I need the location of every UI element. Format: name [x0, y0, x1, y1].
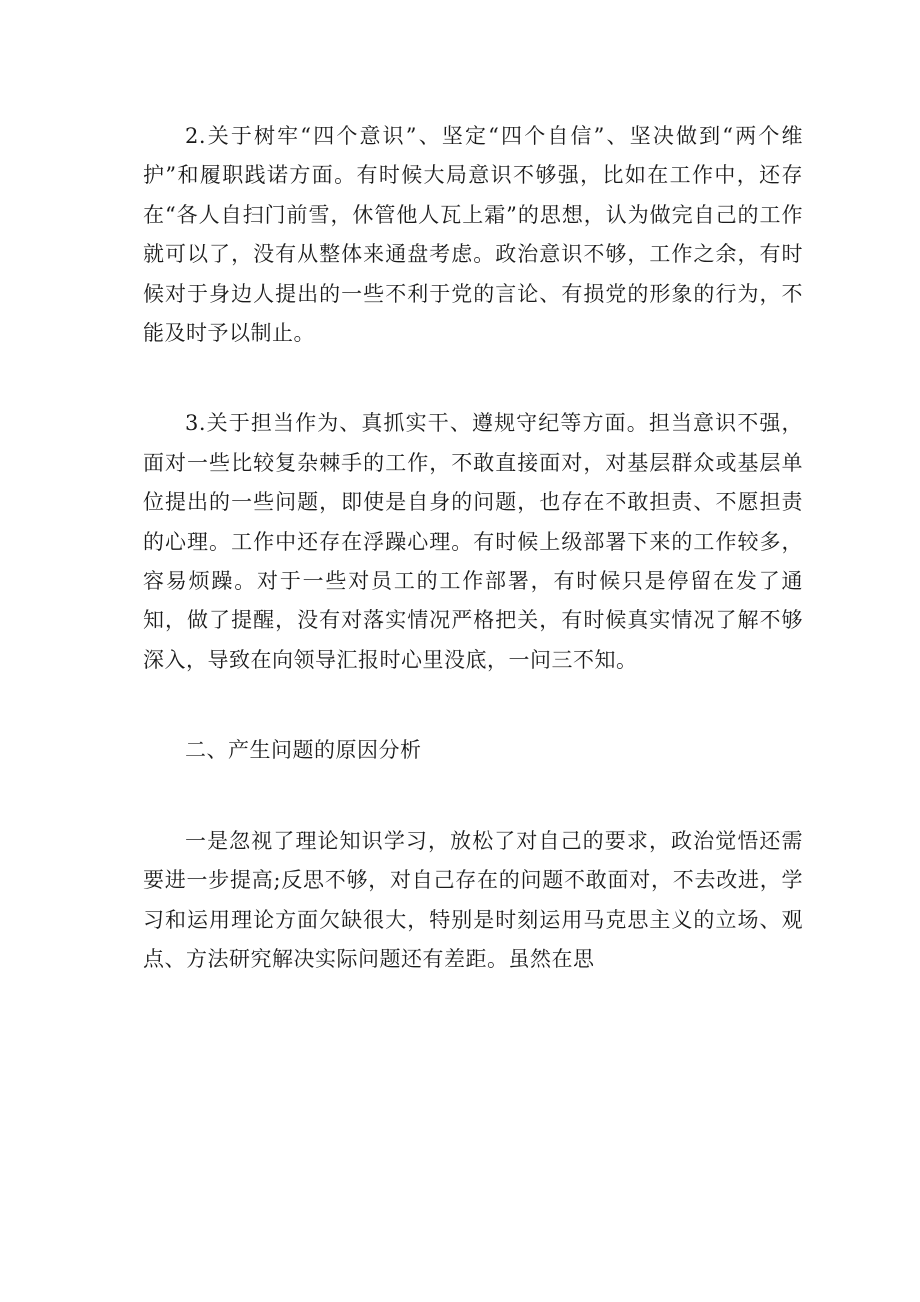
- section-heading: 二、产生问题的原因分析: [185, 738, 422, 763]
- paragraph-item-3: 3.关于担当作为、真抓实干、遵规守纪等方面。担当意识不强，面对一些比较复杂棘手的工作，不敢直接面对，对基层群众或基层单位提出的一些问题，即使是自身的问题，也存在不敢担责、不愿担责的心理。工作中还存在浮躁心理。有时候上级部署下来的工作较多，容易烦躁。对于一些对员工的工作部署，有时候只是停留在发了通知，做了提醒，没有对落实情况严格把关，有时候真实情况了解不够深入，导致在向领导汇报时心里没底，一问三不知。: [143, 411, 803, 672]
- document-page: [143, 117, 803, 979]
- paragraph-item-2: 2.关于树牢“四个意识”、坚定“四个自信”、坚决做到“两个维护”和履职践诺方面。有时候大局意识不够强，比如在工作中，还存在“各人自扫门前雪，休管他人瓦上霜”的思想，认为做完自己的工作就可以了，没有从整体来通盘考虑。政治意识不够，工作之余，有时候对于身边人提出的一些不利于党的言论、有损党的形象的行为，不能及时予以制止。: [143, 124, 803, 346]
- paragraph-reason-1: 一是忽视了理论知识学习，放松了对自己的要求，政治觉悟还需要进一步提高;反思不够，对自己存在的问题不敢面对，不去改进，学习和运用理论方面欠缺很大，特别是时刻运用马克思主义的立场、观点、方法研究解决实际问题还有差距。虽然在思: [143, 828, 803, 971]
